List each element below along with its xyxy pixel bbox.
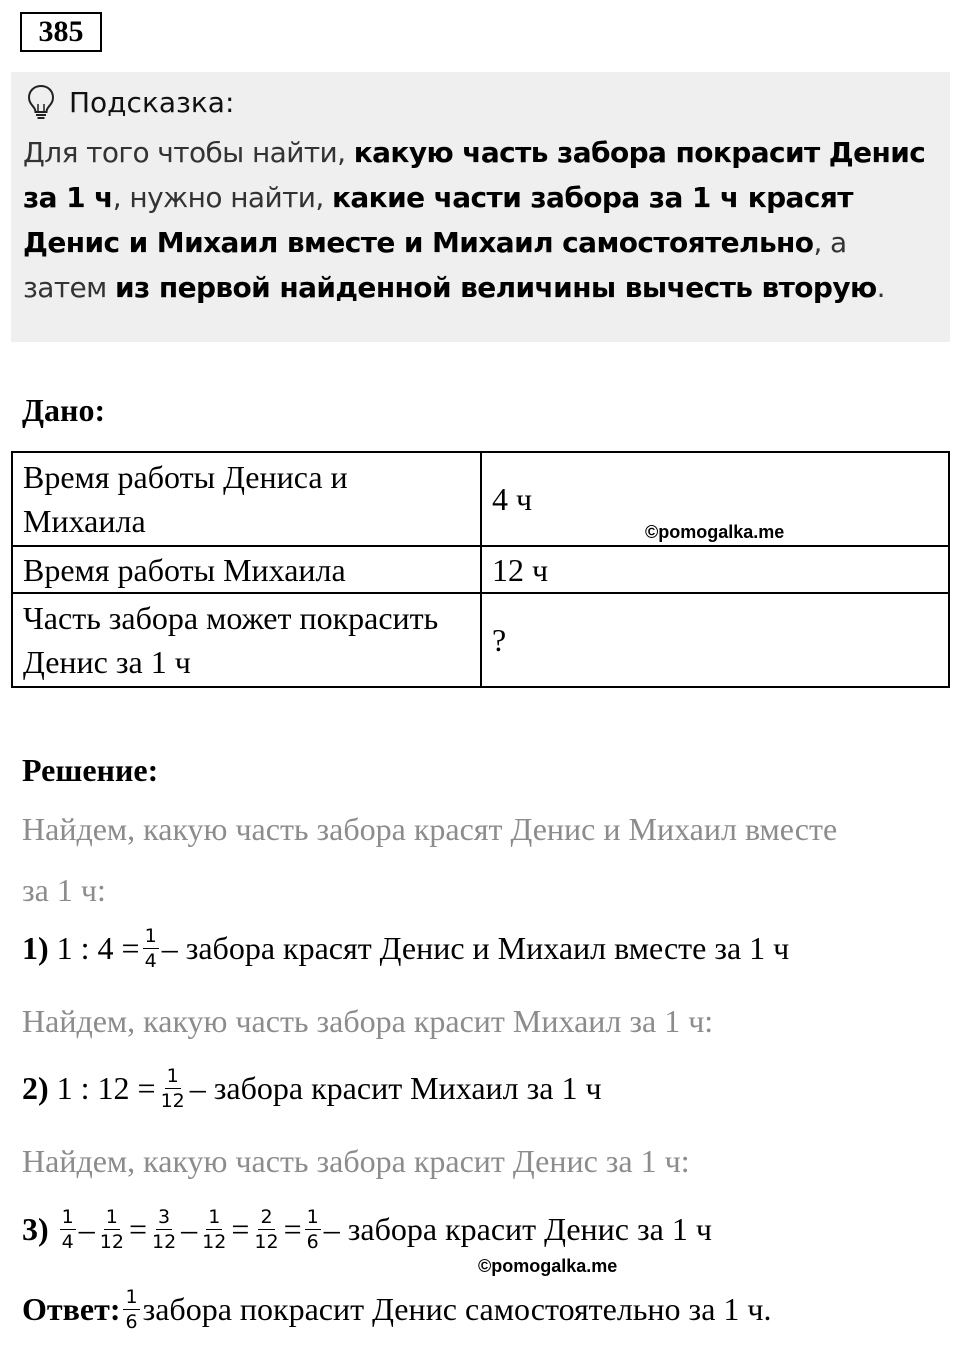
numerator: 2 <box>260 1206 273 1228</box>
denominator: 4 <box>144 950 157 972</box>
solution-intro-1b: за 1 ч: <box>22 872 106 908</box>
step-2 <box>22 1066 602 1111</box>
denominator: 12 <box>254 1231 279 1253</box>
numerator: 3 <box>158 1206 171 1228</box>
table-row <box>12 452 949 546</box>
solution-intro-1a: Найдем, какую часть забора красят Денис и Михаил вместе <box>22 811 838 847</box>
answer-line <box>22 1287 771 1332</box>
fraction <box>123 1287 139 1332</box>
hint-segment-bold: какие части забора за 1 ч красят Денис и Михаил вместе и Михаил самостоятельно <box>23 181 853 259</box>
operator: – <box>78 1211 95 1247</box>
denominator: 12 <box>151 1231 177 1253</box>
step-text: – забора красит Денис за 1 ч <box>323 1211 712 1247</box>
step-text: – забора красит Михаил за 1 ч <box>189 1070 602 1106</box>
table-cell-label: Время работы Михаила <box>12 546 481 593</box>
operator: = <box>231 1211 250 1247</box>
table-cell-value: ? <box>481 593 949 687</box>
watermark: ©pomogalka.me <box>645 522 785 542</box>
step-number: 2) <box>22 1070 49 1106</box>
numerator: 1 <box>61 1206 74 1228</box>
fraction <box>200 1207 228 1252</box>
table-row <box>12 593 949 687</box>
step-3 <box>22 1207 712 1252</box>
watermark: ©pomogalka.me <box>478 1256 618 1276</box>
given-table <box>11 451 950 688</box>
step-number: 1) <box>22 930 49 966</box>
table-row <box>12 546 949 593</box>
hint-title: Подсказка: <box>69 85 235 119</box>
denominator: 12 <box>160 1090 185 1112</box>
hint-text <box>23 130 938 310</box>
task-number: 385 <box>20 12 102 52</box>
fraction <box>159 1066 187 1111</box>
hint-segment-bold: какую часть забора покрасит Денис за 1 ч <box>23 136 926 214</box>
solution-heading: Решение: <box>22 752 159 788</box>
fraction <box>143 926 159 971</box>
solution-intro-2: Найдем, какую часть забора красит Михаил за 1 ч: <box>22 1003 714 1039</box>
given-heading: Дано: <box>22 392 106 428</box>
step-number: 3) <box>22 1211 49 1247</box>
numerator: 1 <box>125 1286 138 1308</box>
hint-box <box>11 72 950 342</box>
hint-segment: Для того чтобы найти, <box>23 136 354 169</box>
table-cell-value: 12 ч <box>481 546 949 593</box>
step-1 <box>22 926 789 971</box>
solution-intro-3: Найдем, какую часть забора красит Денис за 1 ч: <box>22 1143 690 1179</box>
hint-segment: , нужно найти, <box>112 181 332 214</box>
denominator: 6 <box>125 1311 138 1333</box>
denominator: 6 <box>306 1231 319 1253</box>
step-expression: 1 : 12 = <box>56 1070 156 1106</box>
denominator: 4 <box>61 1231 74 1253</box>
table-cell-value: 4 ч <box>481 452 949 546</box>
hint-segment: , а затем <box>23 226 847 304</box>
fraction <box>305 1207 321 1252</box>
denominator: 12 <box>202 1231 227 1253</box>
numerator: 1 <box>166 1065 179 1087</box>
fraction <box>98 1207 126 1252</box>
lightbulb-icon <box>27 84 55 120</box>
answer-label: Ответ: <box>22 1291 121 1327</box>
fraction <box>60 1207 76 1252</box>
denominator: 12 <box>99 1231 124 1253</box>
answer-text: забора покрасит Денис самостоятельно за 1 ч. <box>142 1291 772 1327</box>
hint-segment: . <box>876 271 885 304</box>
numerator: 1 <box>105 1206 118 1228</box>
step-text: – забора красят Денис и Михаил вместе за 1 ч <box>161 930 790 966</box>
operator: – <box>181 1211 198 1247</box>
numerator: 1 <box>144 925 157 947</box>
table-cell-label: Время работы Дениса и Михаила <box>12 452 481 546</box>
step-expression: 1 : 4 = <box>56 930 140 966</box>
hint-segment-bold: из первой найденной величины вычесть вторую <box>115 271 877 304</box>
numerator: 1 <box>208 1206 221 1228</box>
numerator: 1 <box>306 1206 319 1228</box>
hint-header <box>27 82 234 122</box>
fraction <box>150 1207 178 1252</box>
operator: = <box>283 1211 302 1247</box>
operator: = <box>128 1211 147 1247</box>
fraction <box>252 1207 280 1252</box>
table-cell-label: Часть забора может покрасить Денис за 1 ч <box>12 593 481 687</box>
